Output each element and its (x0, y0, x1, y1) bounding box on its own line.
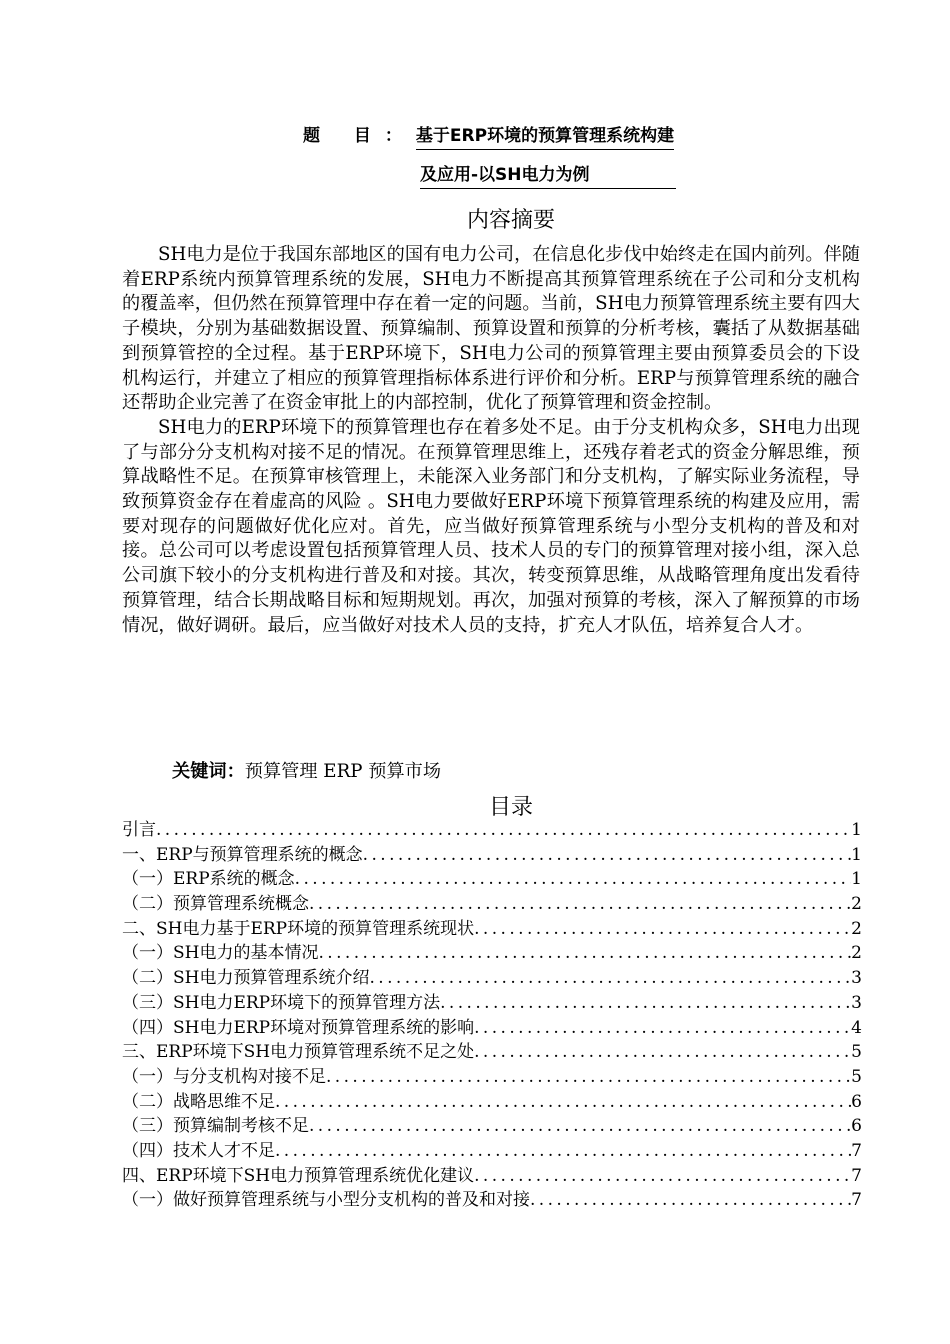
toc-entry-title: （二）预算管理系统概念 (122, 894, 309, 915)
toc-page-number: 2 (851, 943, 862, 964)
toc-entry-title: （二）战略思维不足 (122, 1091, 275, 1112)
abstract-heading: 内容摘要 (466, 208, 555, 233)
toc-entry-title: （二）SH电力预算管理系统介绍 (122, 968, 370, 989)
toc-dot-leader (474, 1040, 851, 1065)
title-label: 题 目： (303, 126, 416, 146)
toc-entry-title: 三、ERP环境下SH电力预算管理系统不足之处 (122, 1042, 475, 1063)
thesis-title-line-2 (420, 160, 676, 189)
title-text-line-2: 及应用-以SH电力为例 (420, 160, 676, 189)
toc-page-number: 6 (851, 1116, 862, 1137)
toc-dot-leader (295, 867, 852, 892)
abstract-paragraph-1: SH电力是位于我国东部地区的国有电力公司，在信息化步伐中始终走在国内前列。伴随着ERP系统内预算管理系统的发展，SH电力不断提高其预算管理系统在子公司和分支机构的覆盖率，但仍然在预算管理中存在着一定的问题。当前，SH电力预算管理系统主要有四大子模块，分别为基础数据设置、预算编制、预算设置和预算的分析考核，囊括了从数据基础到预算管控的全过程。基于ERP环境下，SH电力公司的预算管理主要由预算委员会的下设机构运行，并建立了相应的预算管理指标体系进行评价和分析。ERP与预算管理系统的融合还帮助企业完善了在资金审批上的内部控制，优化了预算管理和资金控制。 (122, 244, 860, 414)
toc-entry-title: （三）SH电力ERP环境下的预算管理方法 (122, 992, 441, 1013)
toc-entry[interactable] (122, 1114, 862, 1139)
toc-entry[interactable] (122, 843, 862, 868)
toc-page-number: 6 (851, 1091, 862, 1112)
toc-dot-leader (275, 1139, 851, 1164)
toc-entry-title: 四、ERP环境下SH电力预算管理系统优化建议 (122, 1165, 475, 1186)
toc-entry[interactable] (122, 867, 862, 892)
toc-page-number: 7 (851, 1165, 862, 1186)
toc-dot-leader (309, 892, 851, 917)
toc-entry-title: （四）SH电力ERP环境对预算管理系统的影响 (122, 1017, 475, 1038)
table-of-contents (122, 818, 862, 1213)
toc-entry[interactable] (122, 892, 862, 917)
toc-entry[interactable] (122, 1065, 862, 1090)
toc-dot-leader (363, 843, 852, 868)
toc-page-number: 2 (851, 918, 862, 939)
toc-dot-leader (369, 966, 851, 991)
toc-entry[interactable] (122, 1040, 862, 1065)
toc-dot-leader (474, 917, 851, 942)
toc-entry-title: （三）预算编制考核不足 (122, 1116, 309, 1137)
toc-entry[interactable] (122, 941, 862, 966)
toc-heading: 目录 (488, 795, 533, 820)
toc-entry[interactable] (122, 1016, 862, 1041)
toc-dot-leader (474, 1164, 851, 1189)
toc-dot-leader (530, 1188, 851, 1213)
toc-entry[interactable] (122, 966, 862, 991)
toc-dot-leader (309, 1114, 851, 1139)
toc-entry[interactable] (122, 1164, 862, 1189)
thesis-title-line-1 (303, 121, 674, 150)
toc-entry-title: 一、ERP与预算管理系统的概念 (122, 844, 363, 865)
toc-dot-leader (156, 818, 851, 843)
toc-entry[interactable] (122, 917, 862, 942)
toc-entry[interactable] (122, 991, 862, 1016)
toc-entry-title: 二、SH电力基于ERP环境的预算管理系统现状 (122, 918, 475, 939)
toc-entry-title: （一）与分支机构对接不足 (122, 1066, 326, 1087)
toc-page-number: 3 (851, 992, 862, 1013)
title-text-line-1: 基于ERP环境的预算管理系统构建 (416, 121, 674, 150)
toc-dot-leader (440, 991, 851, 1016)
toc-dot-leader (326, 1065, 851, 1090)
toc-dot-leader (275, 1090, 851, 1115)
keywords-label: 关键词： (172, 761, 245, 782)
toc-page-number: 3 (851, 968, 862, 989)
toc-page-number: 4 (851, 1017, 862, 1038)
toc-dot-leader (474, 1016, 851, 1041)
toc-entry[interactable] (122, 818, 862, 843)
toc-entry[interactable] (122, 1188, 862, 1213)
toc-page-number: 2 (851, 894, 862, 915)
toc-page-number: 5 (851, 1042, 862, 1063)
toc-page-number: 7 (851, 1190, 862, 1211)
toc-page-number: 5 (851, 1066, 862, 1087)
toc-page-number: 1 (851, 820, 862, 840)
toc-page-number: 7 (851, 1140, 862, 1161)
toc-page-number: 1 (851, 844, 862, 865)
toc-entry[interactable] (122, 1139, 862, 1164)
toc-page-number: 1 (851, 869, 862, 890)
abstract-body (122, 243, 860, 638)
toc-entry[interactable] (122, 1090, 862, 1115)
keywords-value: 预算管理 ERP 预算市场 (244, 761, 442, 782)
abstract-paragraph-2: SH电力的ERP环境下的预算管理也存在着多处不足。由于分支机构众多，SH电力出现了与部分分支机构对接不足的情况。在预算管理思维上，还残存着老式的资金分解思维，预算战略性不足。在预算审核管理上，未能深入业务部门和分支机构，了解实际业务流程，导致预算资金存在着虚高的风险 。SH电力要做好ERP环境下预算管理系统的构建及应用，需要对现存的问题做好优化应对。首先，应当做好预算管理系统与小型分支机构的普及和对接。总公司可以考虑设置包括预算管理人员、技术人员的专门的预算管理对接小组，深入总公司旗下较小的分支机构进行普及和对接。其次，转变预算思维，从战略管理角度出发看待预算管理，结合长期战略目标和短期规划。再次，加强对预算的考核，深入了解预算的市场情况，做好调研。最后，应当做好对技术人员的支持，扩充人才队伍，培养复合人才。 (122, 416, 860, 636)
keywords-line (172, 757, 441, 783)
toc-entry-title: （一）ERP系统的概念 (122, 869, 295, 890)
toc-entry-title: （一）SH电力的基本情况 (122, 943, 319, 964)
toc-dot-leader (318, 941, 851, 966)
toc-entry-title: （四）技术人才不足 (122, 1140, 275, 1161)
toc-entry-title: 引言 (122, 820, 156, 840)
toc-entry-title: （一）做好预算管理系统与小型分支机构的普及和对接 (122, 1190, 530, 1211)
